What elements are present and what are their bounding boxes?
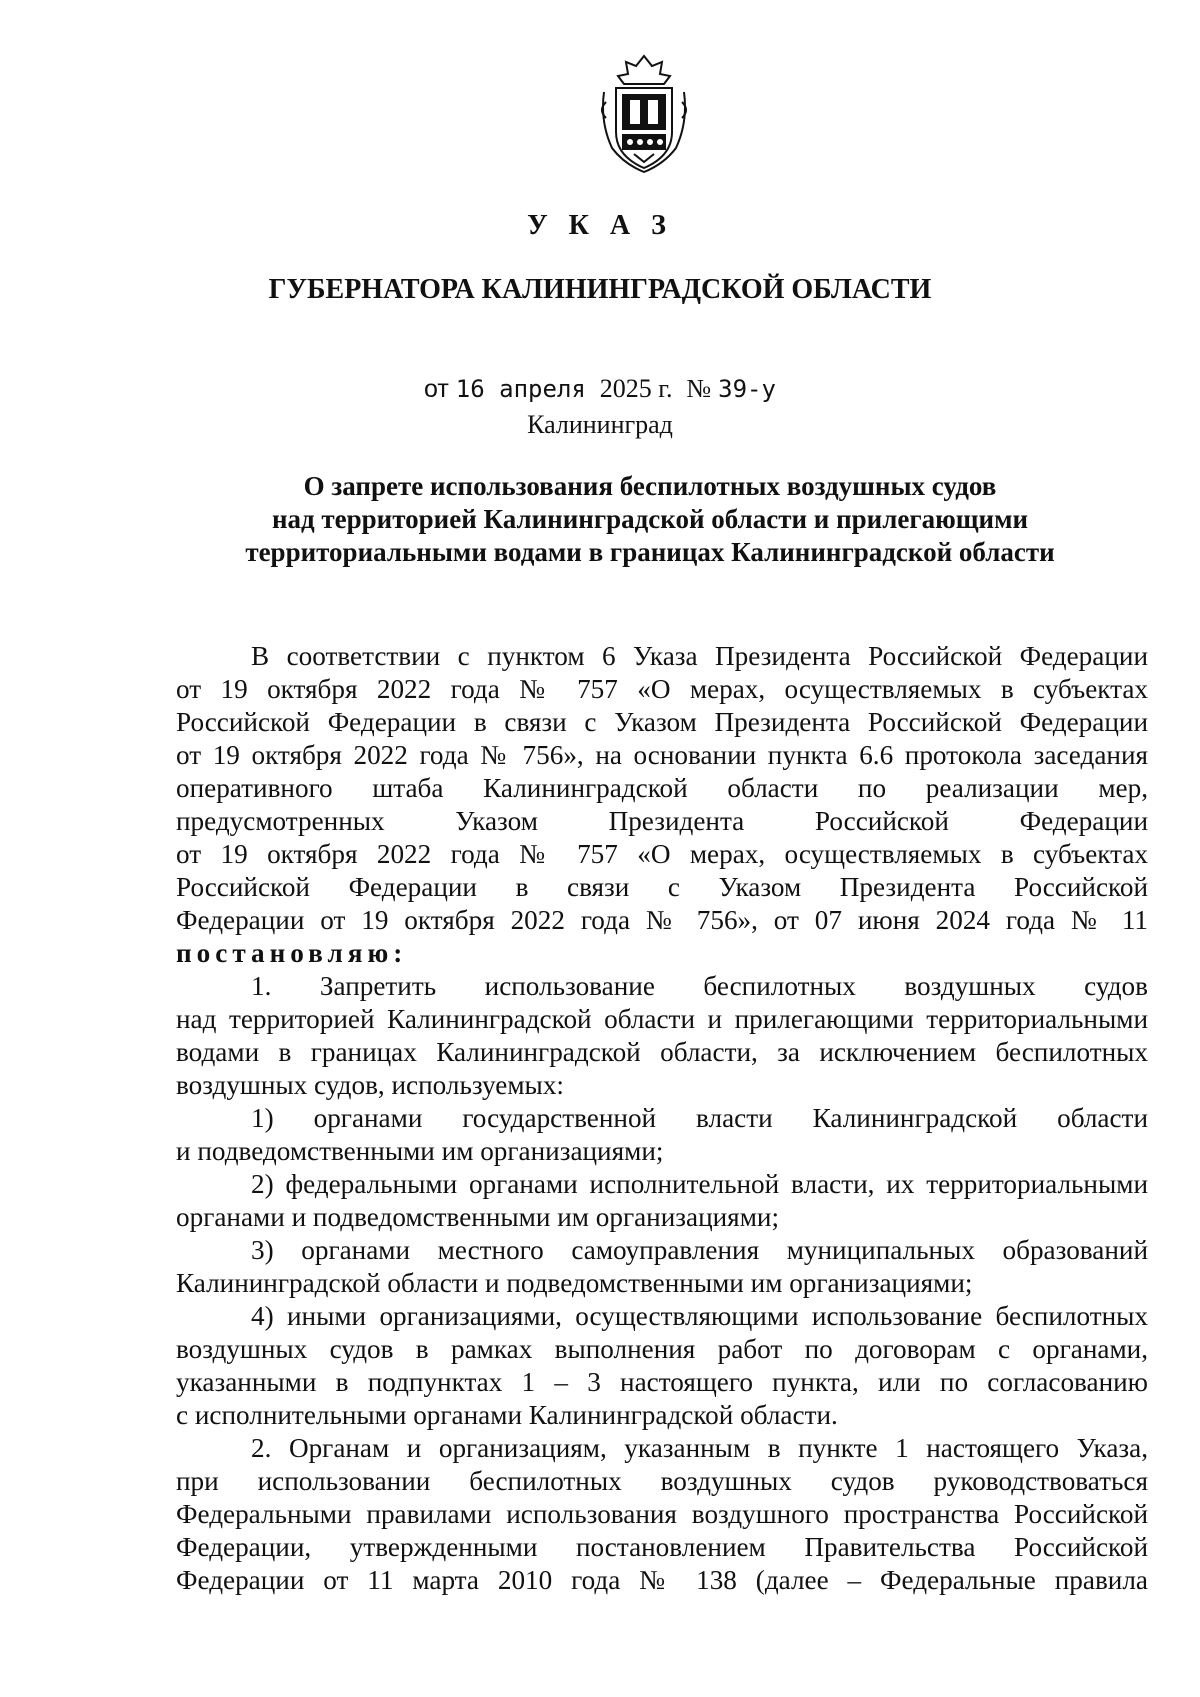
body-line: воздушных судов в рамках выполнения работ по договорам с органами, (176, 1334, 1148, 1364)
body-line: от 19 октября 2022 года № 757 «О мерах, осуществляемых в субъектах (176, 674, 1148, 704)
body-line: Федеральными правилами использования воздушного пространства Российской (176, 1499, 1148, 1529)
body-line: Российской Федерации в связи с Указом Президента Российской (176, 872, 1148, 902)
body-line: Калининградской области и подведомственными им организациями; (176, 1268, 973, 1298)
body-line: от 19 октября 2022 года № 757 «О мерах, осуществляемых в субъектах (176, 839, 1148, 869)
body-line: 3) органами местного самоуправления муниципальных образований (251, 1235, 1148, 1265)
issuing-authority: ГУБЕРНАТОРА КАЛИНИНГРАДСКОЙ ОБЛАСТИ (268, 274, 932, 305)
resolution-word: постановляю: (176, 938, 408, 968)
date-day-month: 16 апреля (455, 375, 586, 403)
body-line: водами в границах Калининградской области, за исключением беспилотных (176, 1037, 1148, 1067)
body-line: В соответствии с пунктом 6 Указа Президента Российской Федерации (251, 641, 1148, 671)
number-sign: № (686, 374, 712, 403)
subject-line: О запрете использования беспилотных воздушных судов (303, 471, 997, 501)
body-line: оперативного штаба Калининградской области по реализации мер, (176, 773, 1148, 803)
subject-line: над территорией Калининградской области и прилегающими (271, 504, 1029, 534)
body-line: воздушных судов, используемых: (176, 1070, 564, 1100)
body-line: 4) иными организациями, осуществляющими использование беспилотных (251, 1301, 1148, 1331)
body-line: над территорией Калининградской области и прилегающими территориальными (176, 1004, 1148, 1034)
date-prefix: от (424, 375, 449, 403)
body-line: Российской Федерации в связи с Указом Президента Российской Федерации (176, 707, 1148, 737)
body-line: предусмотренных Указом Президента Российской Федерации (176, 806, 1148, 836)
subject-line: территориальными водами в границах Калининградской области (245, 537, 1055, 567)
body-line: 1. Запретить использование беспилотных воздушных судов (251, 971, 1148, 1001)
body-line: органами и подведомственными им организациями; (176, 1202, 779, 1232)
body-line: указанными в подпунктах 1 – 3 настоящего пункта, или по согласованию (176, 1367, 1148, 1397)
coat-of-arms-icon (594, 52, 694, 176)
decree-subject (170, 470, 1130, 569)
document-type-title: У К А З (527, 210, 673, 241)
body-line: 2. Органам и организациям, указанным в пункте 1 настоящего Указа, (251, 1433, 1148, 1463)
decree-number: 39-у (718, 375, 776, 403)
body-line: 1) органами государственной власти Калининградской области (251, 1103, 1148, 1133)
body-line: и подведомственными им организациями; (176, 1136, 664, 1166)
date-year: 2025 г. (599, 374, 673, 403)
date-number-line (0, 374, 1200, 404)
body-line: при использовании беспилотных воздушных судов руководствоваться (176, 1466, 1148, 1496)
body-line: 2) федеральными органами исполнительной власти, их территориальными (251, 1169, 1148, 1199)
body-line: с исполнительными органами Калининградской области. (176, 1400, 838, 1430)
body-line: Федерации, утвержденными постановлением Правительства Российской (176, 1532, 1148, 1562)
city: Калининград (527, 410, 673, 439)
body-line: Федерации от 19 октября 2022 года № 756», от 07 июня 2024 года № 11 (176, 905, 1148, 935)
decree-body (176, 640, 1148, 1597)
body-line: Федерации от 11 марта 2010 года № 138 (далее – Федеральные правила (176, 1565, 1148, 1595)
body-line: от 19 октября 2022 года № 756», на основании пункта 6.6 протокола заседания (176, 740, 1148, 770)
